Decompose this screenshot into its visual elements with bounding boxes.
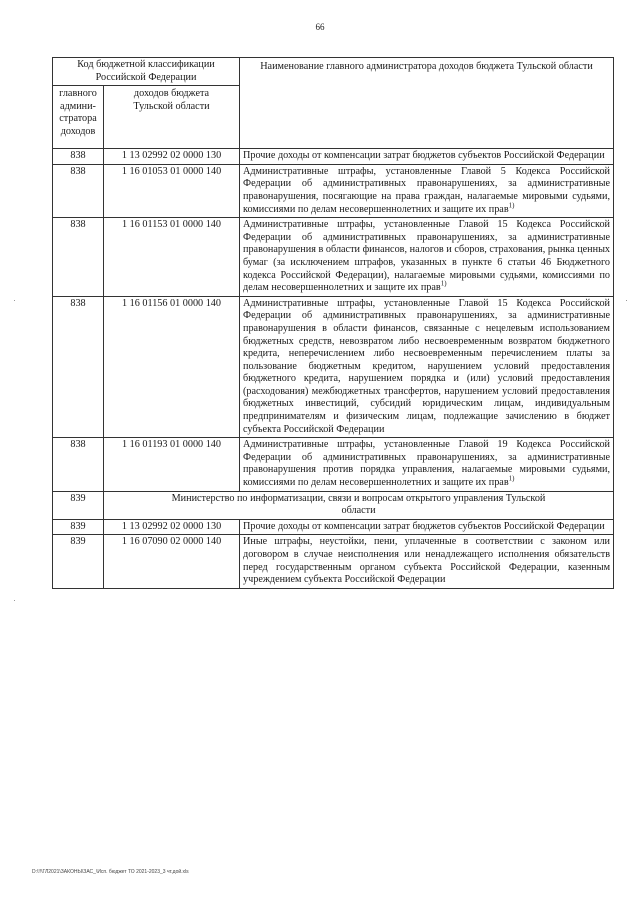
income-header: доходов бюджета Тульской области bbox=[104, 86, 240, 149]
table-row bbox=[53, 519, 614, 535]
income-name-cell bbox=[240, 296, 614, 438]
kbk-code-cell: 1 16 01053 01 0000 140 bbox=[104, 164, 240, 217]
admin-code-cell: 839 bbox=[53, 535, 104, 588]
table-row bbox=[53, 164, 614, 217]
kbk-code-cell: 1 13 02992 02 0000 130 bbox=[104, 519, 240, 535]
footnote-mark: 1) bbox=[508, 474, 515, 483]
admin-code-cell: 838 bbox=[53, 438, 104, 491]
income-name-cell bbox=[240, 164, 614, 217]
admin-header: главного админи-стратора доходов bbox=[53, 86, 104, 149]
income-name-text: Административные штрафы, установленные Главой 15 Кодекса Российской Федерации об административных правонарушениях, за административные правонарушения в области финансов, налогов и сборов, страхования, рынка ценных бумаг (за исключением штрафов, указанных в пункте 6 статьи 46 Бюджетного кодекса Российской Федерации), налагаемые мировыми судьями, комиссиями по делам несовершеннолетних и защите их прав bbox=[243, 219, 611, 294]
table-row bbox=[53, 296, 614, 438]
kbk-code-cell: 1 13 02992 02 0000 130 bbox=[104, 149, 240, 165]
income-name-text: Прочие доходы от компенсации затрат бюджетов субъектов Российской Федерации bbox=[243, 520, 605, 532]
scan-dot bbox=[626, 300, 627, 301]
admin-code-cell: 838 bbox=[53, 164, 104, 217]
administrator-name-cell: Министерство по информатизации, связи и вопросам открытого управления Тульской области bbox=[104, 491, 614, 519]
scan-dot bbox=[14, 300, 15, 301]
page-number: 66 bbox=[315, 22, 325, 32]
table-row bbox=[53, 149, 614, 165]
income-name-cell bbox=[240, 149, 614, 165]
admin-code-cell: 839 bbox=[53, 519, 104, 535]
name-header: Наименование главного администратора доходов бюджета Тульской области bbox=[240, 58, 614, 149]
income-name-text: Прочие доходы от компенсации затрат бюджетов субъектов Российской Федерации bbox=[243, 150, 605, 162]
income-name-text: Иные штрафы, неустойки, пени, уплаченные в соответствии с законом или договором в случае неисполнения или ненадлежащего исполнения обязательств перед государственным органом субъекта Российской Федерации, казенным учреждением субъекта Российской Федерации bbox=[243, 536, 611, 586]
kbk-header: Код бюджетной классификации Российской Федерации bbox=[53, 58, 240, 86]
budget-income-table bbox=[52, 57, 614, 589]
table-row bbox=[53, 218, 614, 297]
footnote-mark: 1) bbox=[508, 201, 515, 210]
kbk-code-cell: 1 16 01153 01 0000 140 bbox=[104, 218, 240, 297]
table-row bbox=[53, 535, 614, 588]
file-path-footer: D:\!!\ГЛ2021\ЗАКОНЫ\ЗАС_\Исп. бюджет ТО 2021-2023_3 чт.дой.xls bbox=[32, 869, 189, 875]
footnote-mark: 1) bbox=[440, 279, 447, 288]
income-name-cell bbox=[240, 519, 614, 535]
kbk-code-cell: 1 16 07090 02 0000 140 bbox=[104, 535, 240, 588]
table-header-row bbox=[53, 58, 614, 86]
income-name-text: Административные штрафы, установленные Главой 5 Кодекса Российской Федерации об административных правонарушениях, за административные правонарушения, посягающие на права граждан, налагаемые мировыми судьями, комиссиями по делам несовершеннолетних и защите их прав bbox=[243, 165, 611, 215]
admin-code-cell: 838 bbox=[53, 296, 104, 438]
kbk-code-cell: 1 16 01193 01 0000 140 bbox=[104, 438, 240, 491]
table-row bbox=[53, 438, 614, 491]
income-name-cell bbox=[240, 438, 614, 491]
admin-code-cell: 838 bbox=[53, 149, 104, 165]
admin-code-cell: 838 bbox=[53, 218, 104, 297]
income-name-cell bbox=[240, 218, 614, 297]
income-name-text: Административные штрафы, установленные Главой 15 Кодекса Российской Федерации об административных правонарушениях, за административные правонарушения в области финансов, связанные с нецелевым использованием бюджетных средств, невозвратом либо несвоевременным возвратом бюджетного кредита, неперечислением либо несвоевременным перечислением платы за пользование бюджетным кредитом, нарушением условий предоставления бюджетного кредита, нарушением порядка и (или) условий предоставления (расходования) межбюджетных трансфертов, нарушением условий предоставления бюджетных инвестиций, субсидий юридическим лицам, индивидуальным предпринимателям и физическим лицам, подлежащие зачислению в бюджет субъекта Российской Федерации bbox=[243, 297, 611, 435]
income-name-text: Административные штрафы, установленные Главой 19 Кодекса Российской Федерации об административных правонарушениях, за административные правонарушения против порядка управления, налагаемые мировыми судьями, комиссиями по делам несовершеннолетних и защите их прав bbox=[243, 439, 611, 489]
admin-code-cell: 839 bbox=[53, 491, 104, 519]
income-name-cell bbox=[240, 535, 614, 588]
kbk-code-cell: 1 16 01156 01 0000 140 bbox=[104, 296, 240, 438]
administrator-row bbox=[53, 491, 614, 519]
scan-dot bbox=[14, 600, 15, 601]
